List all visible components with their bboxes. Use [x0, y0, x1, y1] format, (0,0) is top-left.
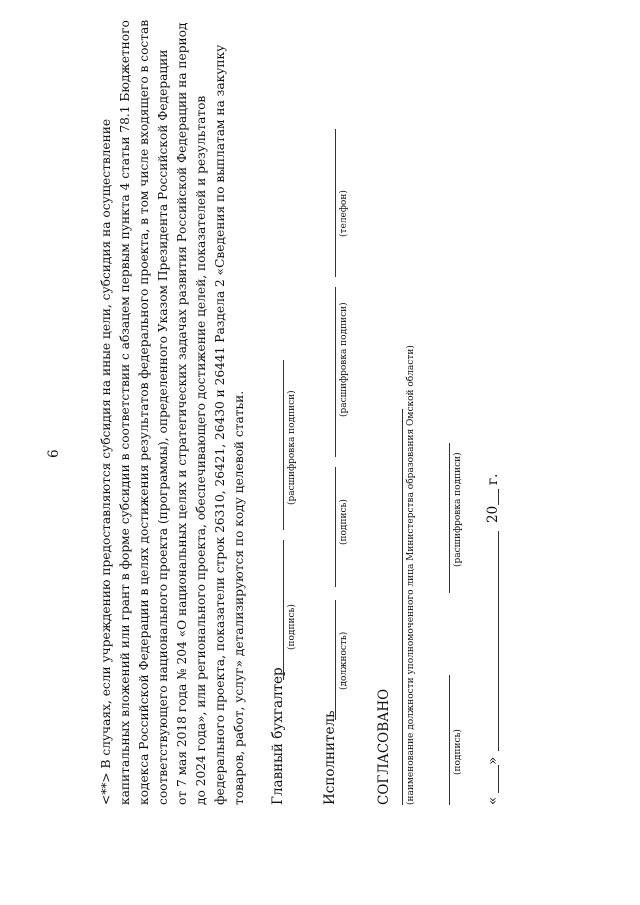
executor-phone-line: [335, 129, 336, 277]
executor-phone-caption: (телефон): [339, 190, 349, 237]
chief-accountant-decoding-line: [283, 360, 284, 530]
date-open-quote: «: [485, 796, 501, 805]
footnote-line: <**> В случаях, если учреждению предоставляются субсидия на иные цели, субсидия на осуществление: [99, 118, 113, 805]
footnote-line: от 7 мая 2018 года № 204 «О национальных целях и стратегических задачах развития Российской Федерации на период: [175, 22, 189, 805]
date-year-line: [498, 489, 499, 505]
executor-signature-line: [335, 467, 336, 587]
chief-accountant-signature-caption: (подпись): [287, 604, 297, 650]
approved-title: СОГЛАСОВАНО: [376, 688, 392, 805]
date-year-suffix: г.: [485, 473, 501, 485]
footnote-line: капитальных вложений или грант в форме субсидии в соответствии с абзацем первым пункта 4 статьи 78.1 Бюджетного: [118, 20, 132, 805]
footnote-line: до 2024 года», или регионального проекта, обеспечивающего достижение целей, показателей и результатов: [194, 95, 208, 805]
executor-decoding-caption: (расшифровка подписи): [339, 302, 349, 417]
executor-decoding-line: [335, 287, 336, 457]
approved-official-caption: (наименование должности уполномоченного лица Министерства образования Омской области): [406, 345, 416, 805]
chief-accountant-signature-line: [283, 540, 284, 680]
footnote-line: кодекса Российской Федерации в целях достижения результатов федерального проекта, в том числе входящего в состав: [137, 19, 151, 805]
footnote-line: соответствующего национального проекта (программы), определенного Указом Президента Российской Федерации: [156, 49, 170, 805]
date-day-line: [498, 765, 499, 793]
executor-label: Исполнитель: [322, 710, 338, 805]
approved-official-line: [402, 409, 403, 805]
footnote-line: товаров, работ, услуг» детализируются по коду целевой статьи.: [232, 390, 246, 805]
date-year-prefix: 20: [485, 505, 501, 523]
approved-decoding-line: [449, 443, 450, 593]
executor-position-caption: (должность): [339, 631, 349, 690]
approved-decoding-caption: (расшифровка подписи): [453, 452, 463, 567]
page-number: 6: [46, 449, 62, 458]
executor-signature-caption: (подпись): [339, 499, 349, 545]
executor-position-line: [335, 600, 336, 720]
date-month-line: [498, 531, 499, 751]
footnote-line: федерального проекта, показатели строк 26310, 26421, 26430 и 26441 Раздела 2 «Сведения по выплатам на закупку: [213, 44, 227, 805]
approved-signature-caption: (подпись): [453, 729, 463, 775]
chief-accountant-decoding-caption: (расшифровка подписи): [287, 390, 297, 505]
approved-signature-line: [449, 675, 450, 805]
chief-accountant-label: Главный бухгалтер: [270, 667, 286, 805]
date-close-quote: »: [485, 756, 501, 765]
